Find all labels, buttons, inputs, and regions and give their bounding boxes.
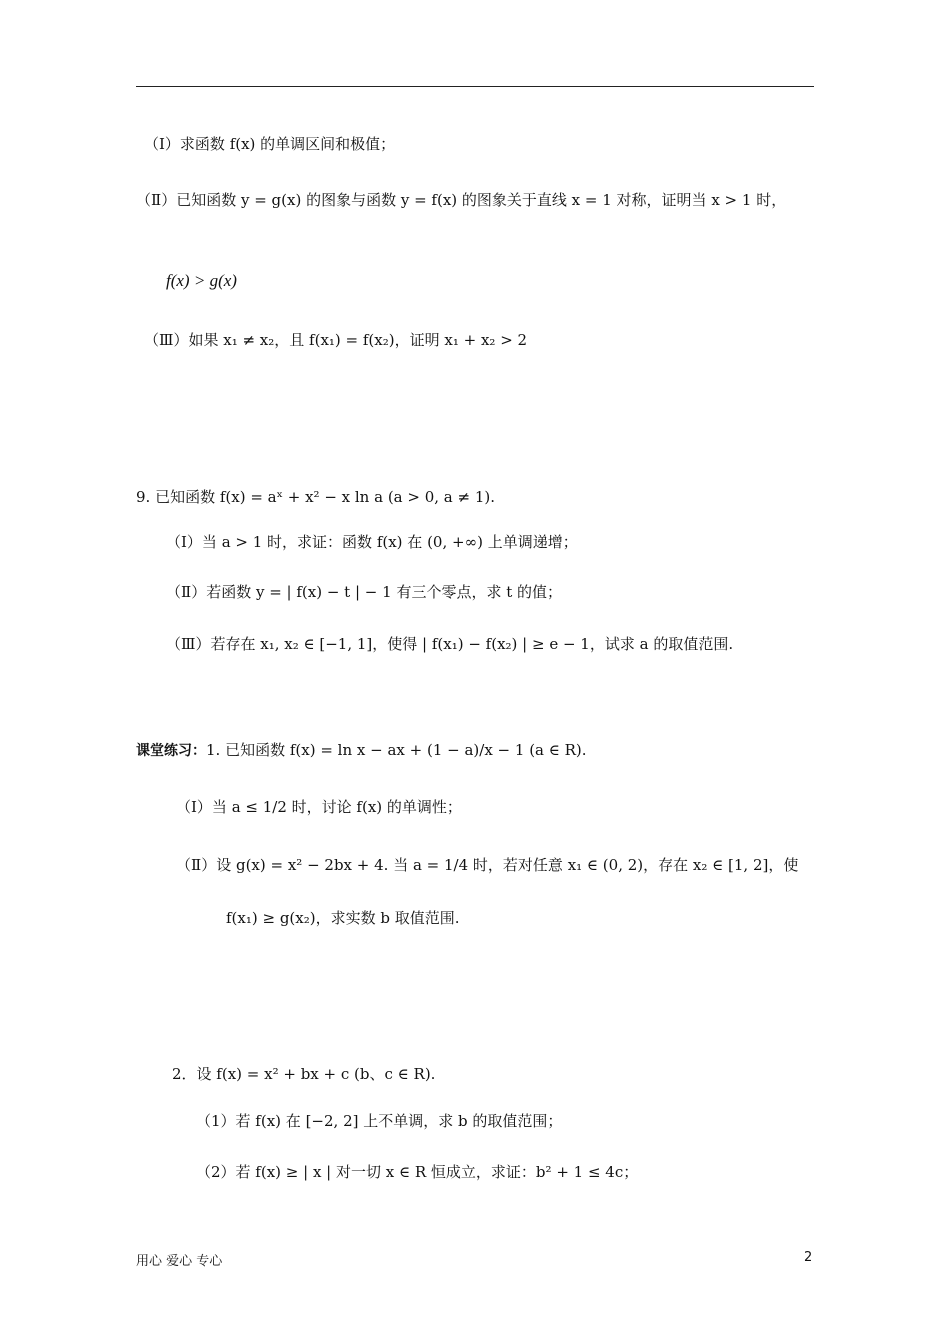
practice-q2-part1: （1）若 f(x) 在 [−2, 2] 上不单调，求 b 的取值范围；: [196, 1112, 563, 1130]
practice-label: 课堂练习：: [136, 743, 206, 759]
page-number: 2: [804, 1250, 813, 1265]
problem9-stem: 9. 已知函数 f(x) = aˣ + x² − x ln a (a > 0, a ≠ 1).: [136, 488, 496, 506]
practice-q2-part2: （2）若 f(x) ≥ | x | 对一切 x ∈ R 恒成立，求证：b² + 1 ≤ 4c；: [196, 1163, 639, 1181]
problem9-part2: （Ⅱ）若函数 y = | f(x) − t | − 1 有三个零点，求 t 的值；: [166, 583, 563, 601]
practice-q1-part1: （Ⅰ）当 a ≤ 1/2 时，讨论 f(x) 的单调性；: [176, 798, 462, 816]
practice-q1-stem: 1. 已知函数 f(x) = ln x − ax + (1 − a)/x − 1 (a ∈ R).: [206, 741, 587, 759]
problem8-part2-cont: f(x) > g(x): [166, 271, 237, 290]
practice-q1-part2: （Ⅱ）设 g(x) = x² − 2bx + 4. 当 a = 1/4 时，若对任意 x₁ ∈ (0, 2)，存在 x₂ ∈ [1, 2]，使: [176, 856, 799, 874]
problem9-part1: （Ⅰ）当 a > 1 时，求证：函数 f(x) 在 (0, +∞) 上单调递增；: [166, 533, 578, 551]
problem8-part1: （Ⅰ）求函数 f(x) 的单调区间和极值；: [144, 135, 396, 153]
footer-motto: 用心 爱心 专心: [136, 1254, 223, 1269]
problem8-part3: （Ⅲ）如果 x₁ ≠ x₂，且 f(x₁) = f(x₂)，证明 x₁ + x₂ > 2: [144, 331, 528, 349]
practice-q1-part2-cont: f(x₁) ≥ g(x₂)，求实数 b 取值范围.: [226, 909, 460, 927]
problem9-part3: （Ⅲ）若存在 x₁, x₂ ∈ [−1, 1]，使得 | f(x₁) − f(x₂) | ≥ e − 1，试求 a 的取值范围.: [166, 635, 734, 653]
header-rule: [136, 86, 814, 87]
practice-q1-line: [136, 740, 587, 761]
practice-q2-stem: 2．设 f(x) = x² + bx + c (b、c ∈ R).: [172, 1065, 436, 1083]
problem8-part2: （Ⅱ）已知函数 y = g(x) 的图象与函数 y = f(x) 的图象关于直线 x = 1 对称，证明当 x > 1 时，: [136, 191, 787, 209]
